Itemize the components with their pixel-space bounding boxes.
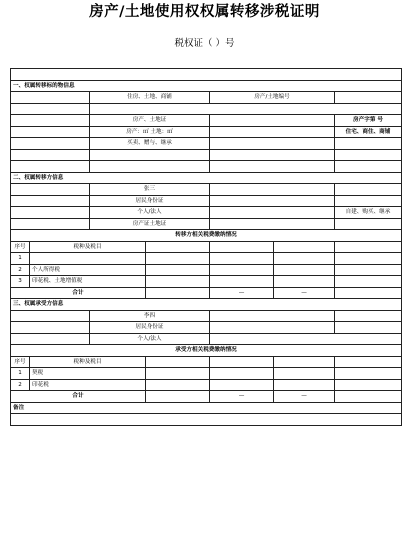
s1-label (11, 138, 90, 150)
s3-label (11, 310, 90, 322)
s1-label (210, 161, 335, 173)
s2-label (11, 195, 90, 207)
s3-label (11, 333, 90, 345)
s1-label (11, 149, 90, 161)
s1-label (210, 138, 335, 150)
s1-value (90, 103, 402, 115)
tax-type: 印花税、土地增值税 (30, 276, 146, 288)
section2-header: 二、权属转移方信息 (11, 172, 402, 184)
section3-header: 三、权属承受方信息 (11, 299, 402, 311)
section1-row (11, 103, 402, 115)
s1-value: 住宅、商住、商铺 (335, 126, 402, 138)
section3-row (11, 322, 402, 334)
s1-label (11, 126, 90, 138)
section3-tax-row (11, 368, 402, 380)
col-header: 税种及税目 (30, 356, 146, 368)
section2-row (11, 207, 402, 219)
total-label: 合计 (11, 287, 146, 299)
s2-value: 房产证土地证 (90, 218, 210, 230)
notes-label: 备注 (11, 402, 402, 414)
col-header (210, 356, 274, 368)
section1-row (11, 161, 402, 173)
row-number: 1 (11, 368, 30, 380)
s1-value: 买卖、赠与、继承 (90, 138, 210, 150)
tax-type (30, 253, 146, 265)
certificate-form (10, 68, 402, 426)
s1-value (335, 92, 402, 104)
col-header (146, 356, 210, 368)
col-header: 税种及税目 (30, 241, 146, 253)
s3-value: 居民身份证 (90, 322, 210, 334)
section2-tax-row (11, 253, 402, 265)
s2-value: 个人/法人 (90, 207, 210, 219)
s2-value (335, 184, 402, 196)
section2-tax-row (11, 264, 402, 276)
dash-mark: — (274, 287, 335, 299)
s1-value (335, 149, 402, 161)
s1-value (335, 161, 402, 173)
s2-value (335, 195, 402, 207)
certificate-number: 税权证（ ）号 (174, 38, 235, 49)
section3-tax-row (11, 379, 402, 391)
row-number: 1 (11, 253, 30, 265)
s1-label (210, 115, 335, 127)
s1-label (11, 103, 90, 115)
s1-label (210, 126, 335, 138)
col-header (274, 241, 335, 253)
section1-row (11, 92, 402, 104)
col-header (335, 356, 402, 368)
section3-row (11, 333, 402, 345)
col-header (210, 241, 274, 253)
col-header (146, 241, 210, 253)
section3-tax-title: 承受方相关税费缴纳情况 (11, 345, 402, 357)
tax-type: 个人所得税 (30, 264, 146, 276)
s2-value: 张三 (90, 184, 210, 196)
section2-row (11, 195, 402, 207)
section2-row (11, 218, 402, 230)
section1-row (11, 138, 402, 150)
section2-tax-header (11, 241, 402, 253)
s3-value (335, 322, 402, 334)
s1-label (210, 149, 335, 161)
s3-label (210, 322, 335, 334)
row-number: 3 (11, 276, 30, 288)
s1-value: 住房、土地、商铺 (90, 92, 210, 104)
s3-label (11, 322, 90, 334)
s1-label (11, 92, 90, 104)
s1-value (90, 161, 210, 173)
dash-mark: — (274, 391, 335, 403)
s2-label (11, 184, 90, 196)
s2-label (210, 207, 335, 219)
dash-mark: — (210, 391, 274, 403)
s1-value: 房产、土地证 (90, 115, 210, 127)
intro-block (11, 69, 402, 81)
section2-total-row (11, 287, 402, 299)
col-header: 序号 (11, 356, 30, 368)
s2-label (11, 218, 90, 230)
row-number: 2 (11, 264, 30, 276)
s2-label (210, 218, 335, 230)
s2-value: 自建、购买、继承 (335, 207, 402, 219)
tax-type: 契税 (30, 368, 146, 380)
dash-mark: — (210, 287, 274, 299)
document-title: 房产/土地使用权权属转移涉税证明 (89, 4, 320, 20)
notes-text (11, 414, 402, 426)
s1-label (11, 161, 90, 173)
col-header (274, 356, 335, 368)
section1-row (11, 115, 402, 127)
s3-value: 个人/法人 (90, 333, 210, 345)
tax-type: 印花税 (30, 379, 146, 391)
s1-label (11, 115, 90, 127)
s2-label (210, 195, 335, 207)
total-label: 合计 (11, 391, 146, 403)
col-header: 序号 (11, 241, 30, 253)
s3-value: 李四 (90, 310, 210, 322)
section3-tax-header (11, 356, 402, 368)
section2-tax-row (11, 276, 402, 288)
section2-tax-title: 转移方相关税费缴纳情况 (11, 230, 402, 242)
section2-row (11, 184, 402, 196)
s3-value (335, 310, 402, 322)
col-header (335, 241, 402, 253)
s2-label (210, 184, 335, 196)
section1-row (11, 149, 402, 161)
section3-row (11, 310, 402, 322)
s2-value (335, 218, 402, 230)
s1-value: 房产：㎡ 土地：㎡ (90, 126, 210, 138)
s3-label (210, 310, 335, 322)
s1-label: 房产/土地编号 (210, 92, 335, 104)
s1-value (90, 149, 210, 161)
row-number: 2 (11, 379, 30, 391)
section1-row (11, 126, 402, 138)
section1-header: 一、权属转移标的物信息 (11, 80, 402, 92)
s1-value (335, 138, 402, 150)
s2-value: 居民身份证 (90, 195, 210, 207)
section3-total-row (11, 391, 402, 403)
s2-label (11, 207, 90, 219)
s1-value: 房产字第 号 (335, 115, 402, 127)
